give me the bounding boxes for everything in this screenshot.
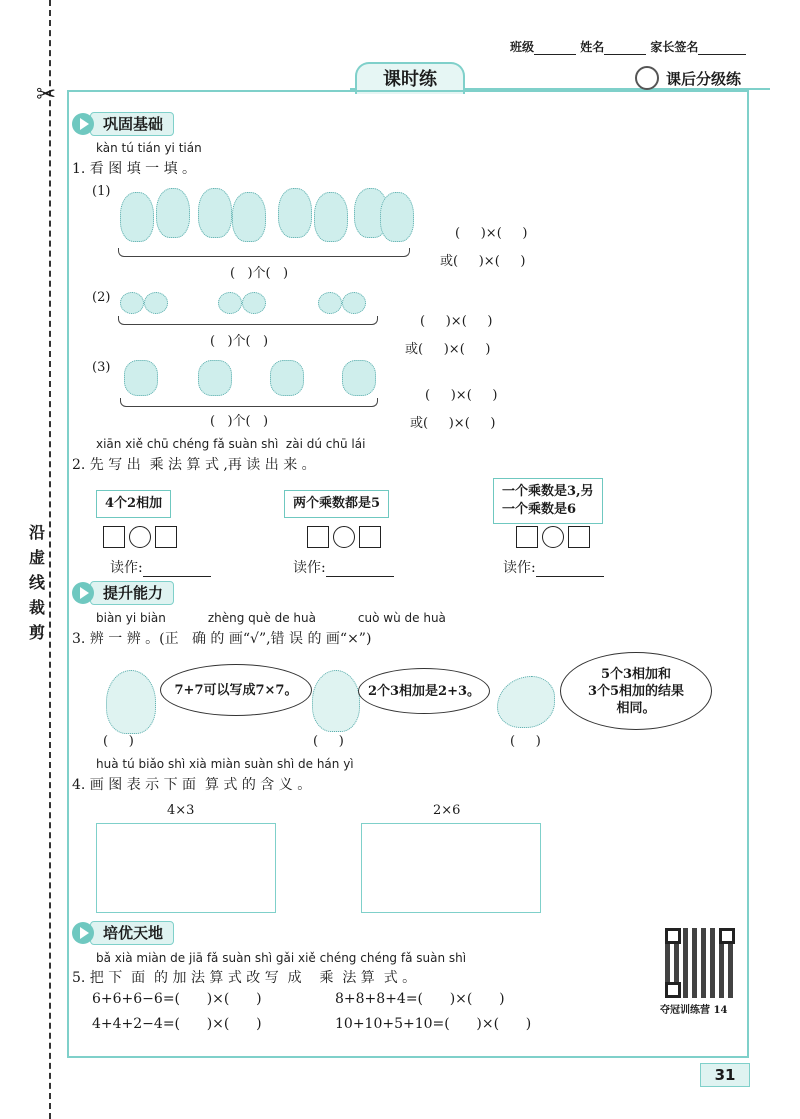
rabbit-icon xyxy=(342,360,376,396)
mouse-character xyxy=(106,670,156,734)
prompt-line: 一个乘数是3,另 xyxy=(502,484,594,499)
cut-guide-char: 沿 xyxy=(28,523,45,542)
circle-blank[interactable] xyxy=(129,526,151,548)
cut-guide-char: 线 xyxy=(28,573,45,592)
page-title: 课时练 xyxy=(355,62,465,94)
drawing-area[interactable] xyxy=(361,823,541,913)
square-blank[interactable] xyxy=(516,526,538,548)
pinyin: xiān xiě chū chéng fǎ suàn shì zài dú chū lái xyxy=(96,437,366,451)
pinyin: kàn tú tián yi tián xyxy=(96,141,202,155)
judge-blank[interactable]: ( ) xyxy=(103,734,134,749)
bunny-icon xyxy=(278,188,312,238)
rabbit-image xyxy=(118,358,378,398)
answer-shapes xyxy=(103,526,177,548)
apple-icon xyxy=(242,292,266,314)
cut-line xyxy=(49,0,51,1119)
subtitle: 课后分级练 xyxy=(666,70,742,88)
apple-icon xyxy=(342,292,366,314)
scissors-icon: ✂ xyxy=(36,80,57,108)
play-icon xyxy=(72,922,94,944)
circle-blank[interactable] xyxy=(333,526,355,548)
rabbit-icon xyxy=(124,360,158,396)
read-line xyxy=(503,557,604,577)
cut-guide-char: 虚 xyxy=(28,548,45,567)
drawing-area[interactable] xyxy=(96,823,276,913)
crocodile-character xyxy=(312,670,360,732)
read-field[interactable] xyxy=(536,564,604,577)
bunny-icon xyxy=(232,192,266,242)
qr-caption: 夺冠训练营 14 xyxy=(660,1005,728,1016)
speech-bubble xyxy=(560,652,712,730)
multiply-blank[interactable]: ( )×( ) xyxy=(425,388,498,403)
multiply-blank-alt[interactable]: 或( )×( ) xyxy=(405,342,491,357)
section-header-advanced xyxy=(72,921,174,945)
square-blank[interactable] xyxy=(307,526,329,548)
group-bracket xyxy=(120,398,378,407)
prompt-box xyxy=(493,478,603,524)
question-4: 4. 画 图 表 示 下 面 算 式 的 含 义 。 xyxy=(72,777,312,793)
multiply-blank-alt[interactable]: 或( )×( ) xyxy=(440,254,526,269)
pinyin: biàn yi biàn zhèng què de huà cuò wù de huà xyxy=(96,611,446,625)
read-label: 读作: xyxy=(503,560,536,576)
bunny-icon xyxy=(380,192,414,242)
speech-bubble: 2个3相加是2+3。 xyxy=(358,668,490,714)
bunny-icon xyxy=(314,192,348,242)
apple-image xyxy=(118,290,378,316)
apple-icon xyxy=(144,292,168,314)
item-number: (1) xyxy=(92,184,111,199)
judge-blank[interactable]: ( ) xyxy=(313,734,344,749)
question-1: 1. 看 图 填 一 填 。 xyxy=(72,161,197,177)
cut-guide-char: 剪 xyxy=(28,623,45,642)
answer-shapes xyxy=(516,526,590,548)
square-blank[interactable] xyxy=(155,526,177,548)
parent-signature-label: 家长签名 xyxy=(650,40,699,54)
read-field[interactable] xyxy=(143,564,211,577)
bunny-icon xyxy=(198,188,232,238)
circle-blank[interactable] xyxy=(542,526,564,548)
bubble-line: 相同。 xyxy=(616,700,656,716)
expression-label: 4×3 xyxy=(167,803,195,818)
item-number: (3) xyxy=(92,360,111,375)
question-3: 3. 辨 一 辨 。(正 确 的 画“√”,错 误 的 画“×”) xyxy=(72,631,372,647)
class-label: 班级 xyxy=(510,40,535,54)
question-2: 2. 先 写 出 乘 法 算 式 ,再 读 出 来 。 xyxy=(72,457,316,473)
group-bracket xyxy=(118,316,378,325)
clock-icon xyxy=(635,66,659,90)
section-header-improve xyxy=(72,581,174,605)
class-field[interactable] xyxy=(534,42,576,55)
rabbit-icon xyxy=(198,360,232,396)
read-line xyxy=(293,557,394,577)
apple-icon xyxy=(120,292,144,314)
bunny-icon xyxy=(120,192,154,242)
square-blank[interactable] xyxy=(359,526,381,548)
play-icon xyxy=(72,582,94,604)
multiply-blank-alt[interactable]: 或( )×( ) xyxy=(410,416,496,431)
prompt-box: 4个2相加 xyxy=(96,490,171,518)
apple-icon xyxy=(318,292,342,314)
judge-blank[interactable]: ( ) xyxy=(510,734,541,749)
group-bracket xyxy=(118,248,410,257)
question-5: 5. 把 下 面 的 加 法 算 式 改 写 成 乘 法 算 式 。 xyxy=(72,970,417,986)
square-blank[interactable] xyxy=(103,526,125,548)
page-number: 31 xyxy=(700,1063,750,1087)
name-label: 姓名 xyxy=(580,40,605,54)
conversion-row[interactable]: 10+10+5+10=( )×( ) xyxy=(335,1016,532,1032)
conversion-row[interactable]: 6+6+6−6=( )×( ) xyxy=(92,991,262,1007)
play-icon xyxy=(72,113,94,135)
bunny-image xyxy=(118,186,410,246)
group-blank[interactable]: ( )个( ) xyxy=(210,414,269,429)
square-blank[interactable] xyxy=(568,526,590,548)
signature-field[interactable] xyxy=(698,42,746,55)
section-label: 培优天地 xyxy=(90,921,174,945)
qr-corner xyxy=(719,928,735,944)
prompt-box: 两个乘数都是5 xyxy=(284,490,389,518)
rabbit-icon xyxy=(270,360,304,396)
section-label: 巩固基础 xyxy=(90,112,174,136)
name-field[interactable] xyxy=(604,42,646,55)
multiply-blank[interactable]: ( )×( ) xyxy=(420,314,493,329)
multiply-blank[interactable]: ( )×( ) xyxy=(455,226,528,241)
answer-shapes xyxy=(307,526,381,548)
bubble-line: 3个5相加的结果 xyxy=(587,683,685,699)
qr-corner xyxy=(665,928,681,944)
pinyin: bǎ xià miàn de jiā fǎ suàn shì gǎi xiě chéng chéng fǎ suàn shì xyxy=(96,951,467,965)
prompt-line: 一个乘数是6 xyxy=(502,502,577,517)
qr-corner xyxy=(665,982,681,998)
header-fields xyxy=(510,38,746,55)
read-field[interactable] xyxy=(326,564,394,577)
section-label: 提升能力 xyxy=(90,581,174,605)
group-blank[interactable]: ( )个( ) xyxy=(210,334,269,349)
cut-guide-char: 裁 xyxy=(28,598,45,617)
apple-icon xyxy=(218,292,242,314)
expression-label: 2×6 xyxy=(433,803,461,818)
read-label: 读作: xyxy=(110,560,143,576)
conversion-row[interactable]: 8+8+8+4=( )×( ) xyxy=(335,991,505,1007)
conversion-row[interactable]: 4+4+2−4=( )×( ) xyxy=(92,1016,262,1032)
read-label: 读作: xyxy=(293,560,326,576)
group-blank[interactable]: ( )个( ) xyxy=(230,266,289,281)
read-line xyxy=(110,557,211,577)
pinyin: huà tú biǎo shì xià miàn suàn shì de hán yì xyxy=(96,757,354,771)
bunny-icon xyxy=(156,188,190,238)
speech-bubble: 7+7可以写成7×7。 xyxy=(160,664,312,716)
section-header-basics xyxy=(72,112,174,136)
item-number: (2) xyxy=(92,290,111,305)
bubble-line: 5个3相加和 xyxy=(600,666,672,682)
